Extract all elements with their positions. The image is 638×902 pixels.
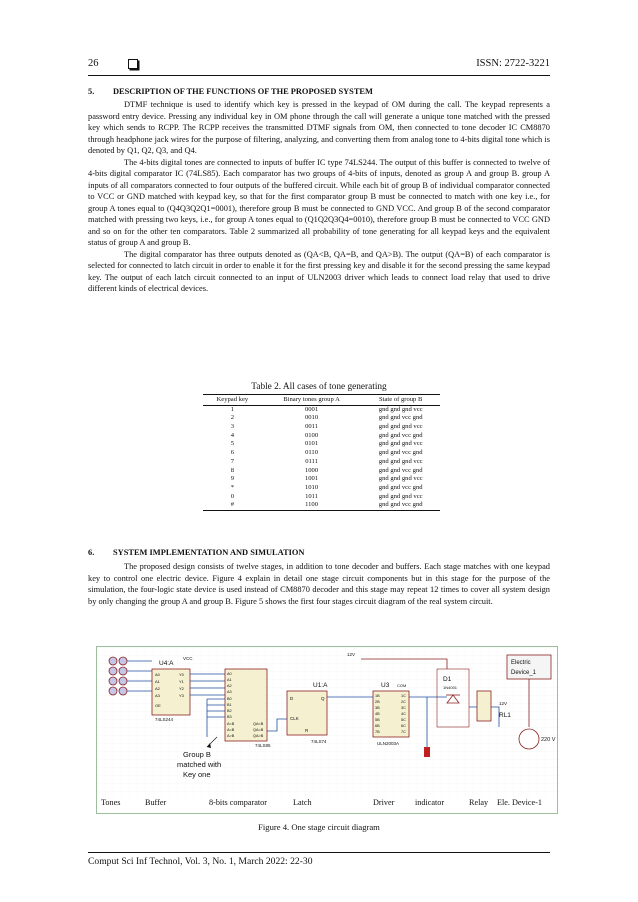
buffer-label: U4:A xyxy=(159,660,174,667)
table-cell: 0 xyxy=(230,492,234,500)
section-title: SYSTEM IMPLEMENTATION AND SIMULATION xyxy=(113,548,305,557)
pin-label: 7C xyxy=(401,730,406,734)
table-cell: gnd gnd vcc gnd xyxy=(378,466,423,474)
table-cell: 0110 xyxy=(305,449,319,457)
annotation-line: matched with xyxy=(177,760,222,769)
pin-label: 1C xyxy=(401,694,406,698)
pin-label: 4C xyxy=(401,712,406,716)
annotation-line: Group B xyxy=(183,750,211,759)
driver-ic xyxy=(373,682,409,746)
table-row xyxy=(203,484,440,493)
pin-label: Y2 xyxy=(179,686,184,691)
caption-buffer: Buffer xyxy=(145,798,167,807)
table-cell: gnd gnd vcc gnd xyxy=(378,449,423,457)
page-number: 26 xyxy=(88,58,99,69)
pin-label: A=B xyxy=(227,728,235,732)
table-cell: gnd gnd vcc gnd xyxy=(378,414,423,422)
latch-label: U1:A xyxy=(313,682,328,689)
table-cell: 0011 xyxy=(305,422,319,430)
paragraph: The proposed design consists of twelve stages, in addition to tone decoder and buffers. Each stage matches with one keypad key to control one electric device. Figure 4 explain in detail one stage circuit components but in this stage for the purpose of the simulation, the four-logic state device is used instead of CM8870 decoder and this stage may repeat 12 times to cover all system design by only changing the group A and group B. Figure 5 shows the first four stages circuit diagram of the real system circuit. xyxy=(88,562,550,606)
pin-label: 5B xyxy=(375,718,380,722)
pin-label: D xyxy=(290,696,294,701)
section-5-heading xyxy=(88,87,550,96)
table-cell: 6 xyxy=(230,449,234,457)
paragraph: The 4-bits digital tones are connected to inputs of buffer IC type 74LS244. The output of this buffer is connected to twelve of 4-bits digital comparator IC (74LS85). Each comparator has two groups of 4-bits of inputs, denoted as group A and group B. group A inputs of all comparators connected to four outputs of the buffered circuit. While each bit of group B of individual comparator connected to VCC or GND matched with keypad key, so that for the first comparator group B must be connected to match with one key i.e., for group A tones equal to (Q4Q3Q2Q1=0001), therefore group B must be connected to GND VCC. And group B of the second comparator matched with pressing two keys, i.e., for group A tones equal to (Q1Q2Q3Q4=0010), therefore group B must be connected to VCC GND and so on for the other ten comparators. Table 2 summarized all probability of tone generating for all keypad keys and the equivalent status of group A and group B. xyxy=(88,157,550,247)
caption-comparator: 8-bits comparator xyxy=(209,798,267,807)
table-caption: Table 2. All cases of tone generating xyxy=(251,382,387,392)
table-cell: 9 xyxy=(230,475,234,483)
section-number: 5. xyxy=(88,87,95,96)
ac-source-label: 220 V xyxy=(541,737,556,743)
pin-label: 2C xyxy=(401,700,406,704)
table-row xyxy=(203,493,440,502)
comparator-part: 74LS85 xyxy=(255,743,271,748)
pin-label: CLK xyxy=(290,716,299,721)
pin-label: A0 xyxy=(155,672,160,677)
table-cell: * xyxy=(230,483,234,491)
table-cell: gnd gnd gnd vcc xyxy=(378,422,423,430)
pin-label: A3 xyxy=(155,693,160,698)
supply-label: 12V xyxy=(347,652,356,657)
section-6-heading xyxy=(88,548,550,557)
table-cell: 4 xyxy=(230,431,234,439)
table-cell: gnd gnd gnd vcc xyxy=(378,492,423,500)
table-cell: 1100 xyxy=(262,501,362,510)
table-row xyxy=(203,432,440,441)
latch-ic xyxy=(287,682,328,744)
pin-label: A0 xyxy=(227,672,232,676)
issn: ISSN: 2722-3221 xyxy=(476,58,550,69)
table-cell: # xyxy=(203,501,262,510)
table-cell: 5 xyxy=(230,440,234,448)
pin-label: B3 xyxy=(227,715,232,719)
pin-label: QA>B xyxy=(253,734,264,738)
table-cell: 0101 xyxy=(304,440,319,448)
table-row xyxy=(203,449,440,458)
section-title: DESCRIPTION OF THE FUNCTIONS OF THE PROPOSED SYSTEM xyxy=(113,87,373,96)
pin-label: A2 xyxy=(227,684,232,688)
table-cell: gnd gnd vcc gnd xyxy=(361,501,440,510)
caption-latch: Latch xyxy=(293,798,312,807)
table-row xyxy=(203,423,440,432)
table-cell: 2 xyxy=(230,414,234,422)
caption-driver: Driver xyxy=(373,798,395,807)
footer-citation: Comput Sci Inf Technol, Vol. 3, No. 1, March 2022: 22-30 xyxy=(88,856,313,867)
diode-label: D1 xyxy=(443,676,452,683)
annotation-line: Key one xyxy=(183,770,211,779)
pin-label: Y3 xyxy=(179,693,184,698)
table-cell: 0001 xyxy=(304,405,319,413)
pin-label: A3 xyxy=(227,690,232,694)
pin-label: QA<B xyxy=(253,722,264,726)
table-row xyxy=(203,501,440,510)
table-body xyxy=(203,405,440,511)
pin-label: B0 xyxy=(227,697,232,701)
pin-label: 1B xyxy=(375,694,380,698)
vcc-label: VCC xyxy=(183,656,193,661)
table-cell: 0100 xyxy=(304,431,319,439)
pin-label: A1 xyxy=(155,679,160,684)
table-cell: 8 xyxy=(230,466,234,474)
pin-label: R xyxy=(305,728,309,733)
pin-label: 2B xyxy=(375,700,380,704)
table-cell: gnd gnd gnd vcc xyxy=(378,475,423,483)
pin-label: A1 xyxy=(227,678,232,682)
pin-label: Q xyxy=(321,696,325,701)
table-cell: gnd gnd gnd vcc xyxy=(378,457,423,465)
table-cell: 1000 xyxy=(304,466,319,474)
caption-relay: Relay xyxy=(469,798,489,807)
pin-label: Y1 xyxy=(179,679,184,684)
section-number: 6. xyxy=(88,548,95,557)
pin-label: 5C xyxy=(401,718,406,722)
pin-label: B1 xyxy=(227,703,232,707)
pin-label: 7B xyxy=(375,730,380,734)
figure-caption: Figure 4. One stage circuit diagram xyxy=(258,822,380,832)
table-row xyxy=(203,475,440,484)
device-label: Device_1 xyxy=(511,670,537,676)
buffer-part: 74LS244 xyxy=(155,717,174,722)
paragraph: The digital comparator has three outputs denoted as (QA<B, QA=B, and QA>B). The output (QA=B) of each comparator is selected for connected to latch circuit in order to enable it for the first pressing key and disable it for the second pressing the same keypad key. The output of each latch circuit connected to an input of ULN2003 driver which leads to connect load relay that used to drive different kinds of electrical devices. xyxy=(88,249,550,293)
pin-label: Y0 xyxy=(179,672,184,677)
pin-label: OE xyxy=(155,703,161,708)
pin-label: 6B xyxy=(375,724,380,728)
table-row xyxy=(203,458,440,467)
table-header-row xyxy=(203,395,440,406)
column-header: State of group B xyxy=(361,395,440,406)
pin-label: 4B xyxy=(375,712,380,716)
caption-tones: Tones xyxy=(101,798,121,807)
table-cell: 0010 xyxy=(304,414,319,422)
pin-label: B2 xyxy=(227,709,232,713)
table-cell: 1001 xyxy=(304,475,319,483)
table-2 xyxy=(203,394,440,511)
comparator-ic xyxy=(225,669,271,748)
pin-label: A<B xyxy=(227,722,235,726)
section-5-body xyxy=(88,99,550,295)
figure-4 xyxy=(96,646,558,814)
pin-label: A>B xyxy=(227,734,235,738)
table-cell: gnd gnd vcc gnd xyxy=(378,483,423,491)
pin-label: 3C xyxy=(401,706,406,710)
footer-rule xyxy=(88,852,550,853)
pin-label: A2 xyxy=(155,686,160,691)
stage-captions xyxy=(101,798,542,807)
column-header: Keypad key xyxy=(203,395,262,406)
caption-device: Ele. Device-1 xyxy=(497,798,543,807)
table-cell: gnd gnd gnd vcc xyxy=(378,405,423,413)
table-row xyxy=(203,467,440,476)
section-6-body xyxy=(88,561,550,607)
table-cell: 1011 xyxy=(305,492,319,500)
column-header: Binary tones group A xyxy=(262,395,362,406)
table-cell: 1010 xyxy=(304,483,319,491)
relay-label: RL1 xyxy=(499,712,511,719)
pin-label: 6C xyxy=(401,724,406,728)
pin-label: 3B xyxy=(375,706,380,710)
table-cell: 0111 xyxy=(305,457,318,465)
circuit-diagram xyxy=(97,647,557,813)
pin-label: COM xyxy=(397,683,407,688)
pin-label: QA=B xyxy=(253,728,264,732)
table-row xyxy=(203,440,440,449)
table-cell: gnd gnd vcc gnd xyxy=(378,431,423,439)
relay-voltage: 12V xyxy=(499,701,508,706)
header-rule xyxy=(88,75,550,76)
device-label: Electric xyxy=(511,660,531,666)
latch-part: 74LS74 xyxy=(311,739,327,744)
diode-part: 1N4001 xyxy=(443,685,458,690)
table-cell: 3 xyxy=(230,422,234,430)
driver-part: ULN2003A xyxy=(377,741,400,746)
table-cell: 1 xyxy=(230,405,234,413)
driver-label: U3 xyxy=(381,682,390,689)
table-cell: 7 xyxy=(230,457,234,465)
table-cell: gnd gnd gnd vcc xyxy=(378,440,423,448)
table-row xyxy=(203,414,440,423)
caption-indicator: indicator xyxy=(415,798,445,807)
square-icon xyxy=(128,59,138,69)
table-row xyxy=(203,405,440,414)
paragraph: DTMF technique is used to identify which key is pressed in the keypad of OM during the call. The keypad represents a password entry device. Pressing any individual key in OM phone through the call will generate a unique tone matched with the pressed key which sends to RCPP. The RCPP receives the transmitted DTMF signals from OM, then connected to tone decoder IC CM8870 through headphone jack wires for the purpose of filtering, analyzing, and converting them from analog tone to 4-bits digital tone which is denoted by Q1, Q2, Q3, and Q4. xyxy=(88,100,550,155)
running-header xyxy=(88,58,550,72)
